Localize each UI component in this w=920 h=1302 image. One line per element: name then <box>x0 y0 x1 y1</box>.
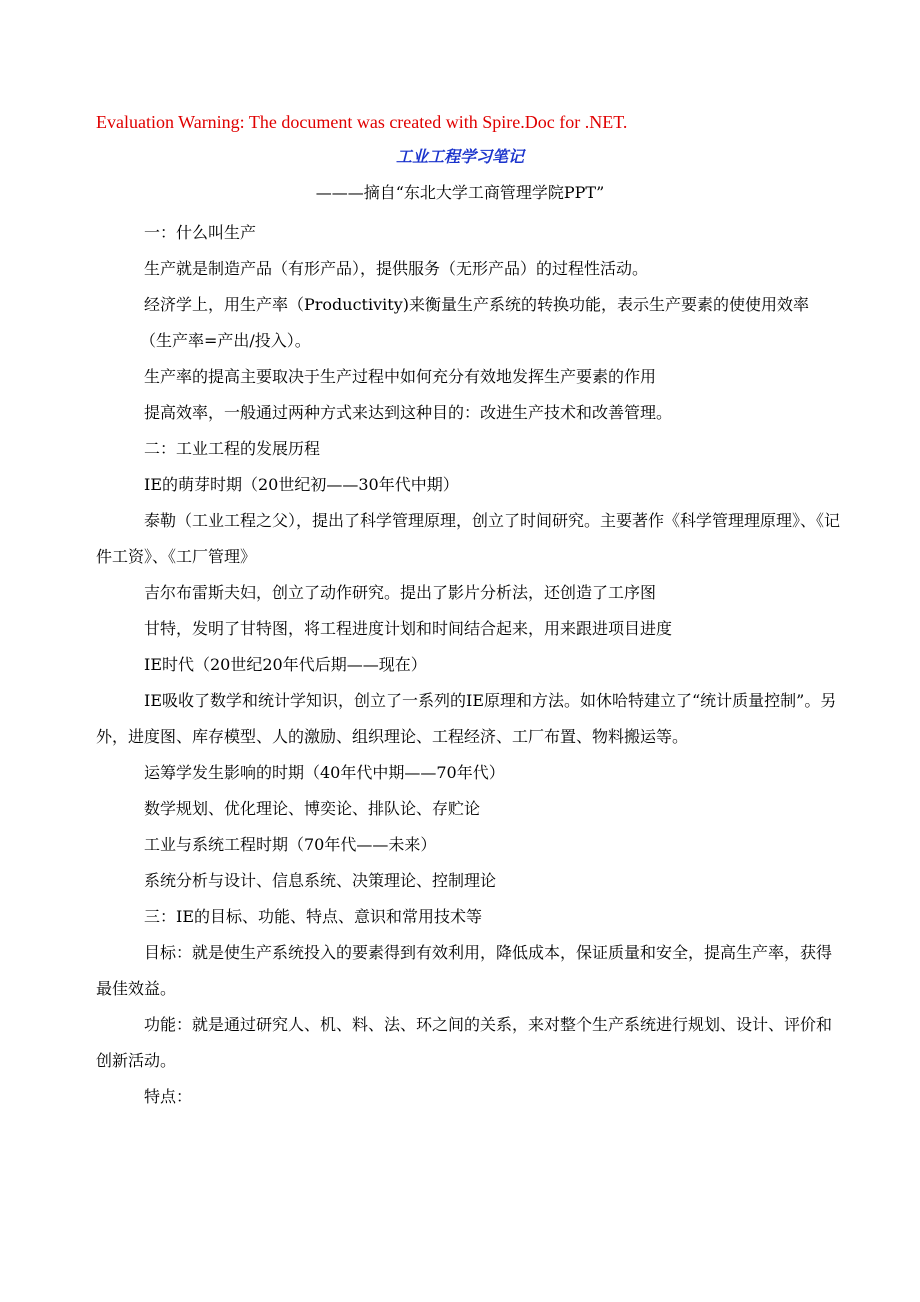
paragraph: （生产率=产出/投入）。 <box>140 331 311 350</box>
paragraph: IE吸收了数学和统计学知识，创立了一系列的IE原理和方法。如休哈特建立了“统计质量控制”。另外，进度图、库存模型、人的激励、组织理论、工程经济、工厂布置、物料搬运等。 <box>96 691 837 746</box>
paragraph: 功能：就是通过研究人、机、料、法、环之间的关系，来对整个生产系统进行规划、设计、评价和创新活动。 <box>96 1015 833 1070</box>
paragraph: IE的萌芽时期（20世纪初——30年代中期） <box>144 475 459 494</box>
section-heading-history: 二：工业工程的发展历程 <box>144 439 321 458</box>
paragraph: 系统分析与设计、信息系统、决策理论、控制理论 <box>144 871 497 890</box>
paragraph: 数学规划、优化理论、博奕论、排队论、存贮论 <box>144 799 481 818</box>
paragraph: 生产就是制造产品（有形产品），提供服务（无形产品）的过程性活动。 <box>144 259 649 278</box>
paragraph: IE时代（20世纪20年代后期——现在） <box>144 655 427 674</box>
paragraph: 经济学上，用生产率（Productivity)来衡量生产系统的转换功能，表示生产要素的使使用效率 <box>144 295 809 314</box>
document-body <box>96 215 840 1115</box>
document-subtitle: ———摘自“东北大学工商管理学院PPT” <box>315 183 605 202</box>
paragraph: 甘特，发明了甘特图，将工程进度计划和时间结合起来，用来跟进项目进度 <box>144 619 673 638</box>
paragraph: 生产率的提高主要取决于生产过程中如何充分有效地发挥生产要素的作用 <box>144 367 657 386</box>
paragraph: 特点： <box>144 1087 193 1106</box>
paragraph: 吉尔布雷斯夫妇，创立了动作研究。提出了影片分析法，还创造了工序图 <box>144 583 657 602</box>
paragraph: 目标：就是使生产系统投入的要素得到有效利用，降低成本，保证质量和安全，提高生产率，获得最佳效益。 <box>96 943 833 998</box>
section-heading-ie-goals: 三：IE的目标、功能、特点、意识和常用技术等 <box>144 907 483 926</box>
paragraph: 运筹学发生影响的时期（40年代中期——70年代） <box>144 763 505 782</box>
paragraph: 泰勒（工业工程之父），提出了科学管理原理，创立了时间研究。主要著作《科学管理理原理》、《记件工资》、《工厂管理》 <box>96 511 841 566</box>
paragraph: 提高效率，一般通过两种方式来达到这种目的：改进生产技术和改善管理。 <box>144 403 673 422</box>
paragraph: 工业与系统工程时期（70年代——未来） <box>144 835 437 854</box>
document-title: 工业工程学习笔记 <box>395 147 524 166</box>
evaluation-warning: Evaluation Warning: The document was created with Spire.Doc for .NET. <box>96 112 628 132</box>
section-heading-production: 一：什么叫生产 <box>144 223 257 242</box>
